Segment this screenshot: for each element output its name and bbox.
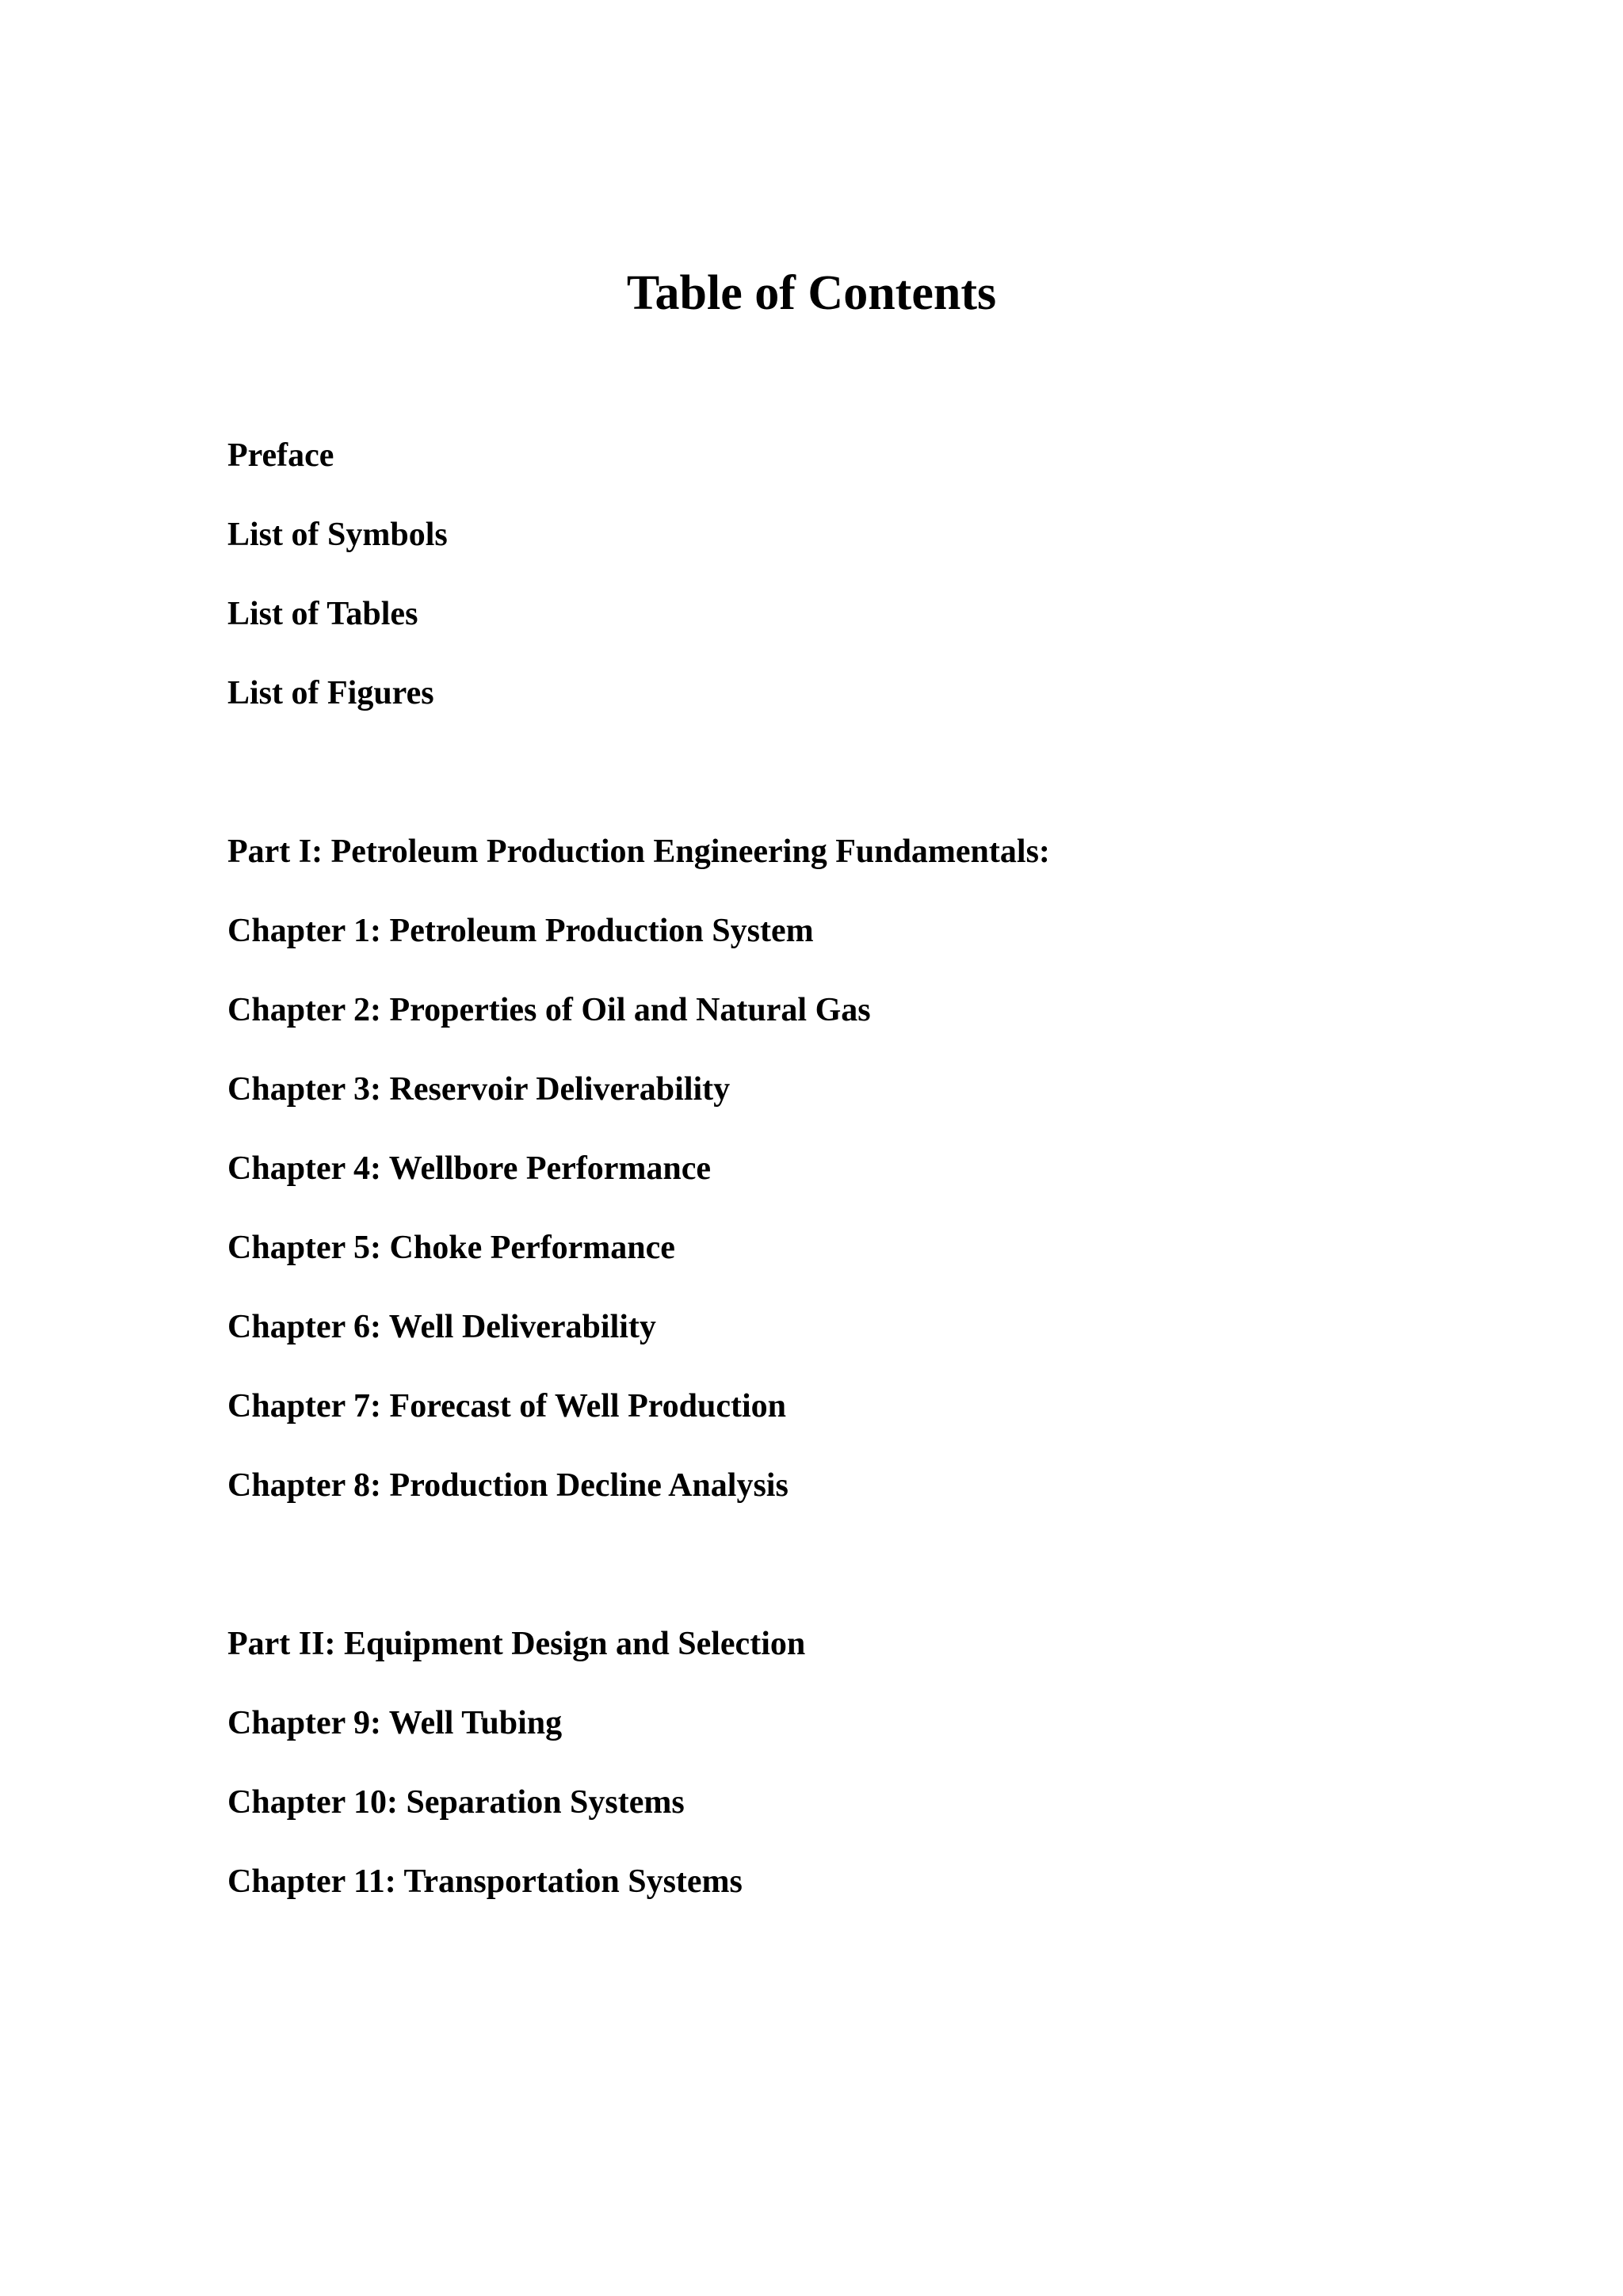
page-title: Table of Contents	[626, 266, 997, 320]
toc-chapter-8: Chapter 8: Production Decline Analysis	[227, 1467, 789, 1504]
toc-chapter-2: Chapter 2: Properties of Oil and Natural Gas	[227, 992, 871, 1028]
toc-chapter-3: Chapter 3: Reservoir Deliverability	[227, 1071, 731, 1108]
toc-part-heading-1: Part I: Petroleum Production Engineering Fundamentals:	[227, 833, 1050, 870]
toc-entry-list-of-figures: List of Figures	[227, 675, 434, 711]
toc-chapter-4: Chapter 4: Wellbore Performance	[227, 1150, 712, 1187]
toc-chapter-6: Chapter 6: Well Deliverability	[227, 1309, 656, 1345]
toc-chapter-10: Chapter 10: Separation Systems	[227, 1784, 685, 1821]
toc-chapter-1: Chapter 1: Petroleum Production System	[227, 913, 814, 949]
toc-chapter-7: Chapter 7: Forecast of Well Production	[227, 1388, 786, 1425]
toc-entry-preface: Preface	[227, 437, 334, 474]
toc-part-heading-2: Part II: Equipment Design and Selection	[227, 1626, 806, 1662]
toc-chapter-9: Chapter 9: Well Tubing	[227, 1705, 563, 1741]
toc-entry-list-of-symbols: List of Symbols	[227, 517, 448, 553]
toc-chapter-5: Chapter 5: Choke Performance	[227, 1230, 675, 1266]
toc-chapter-11: Chapter 11: Transportation Systems	[227, 1863, 743, 1900]
toc-entry-list-of-tables: List of Tables	[227, 596, 418, 632]
